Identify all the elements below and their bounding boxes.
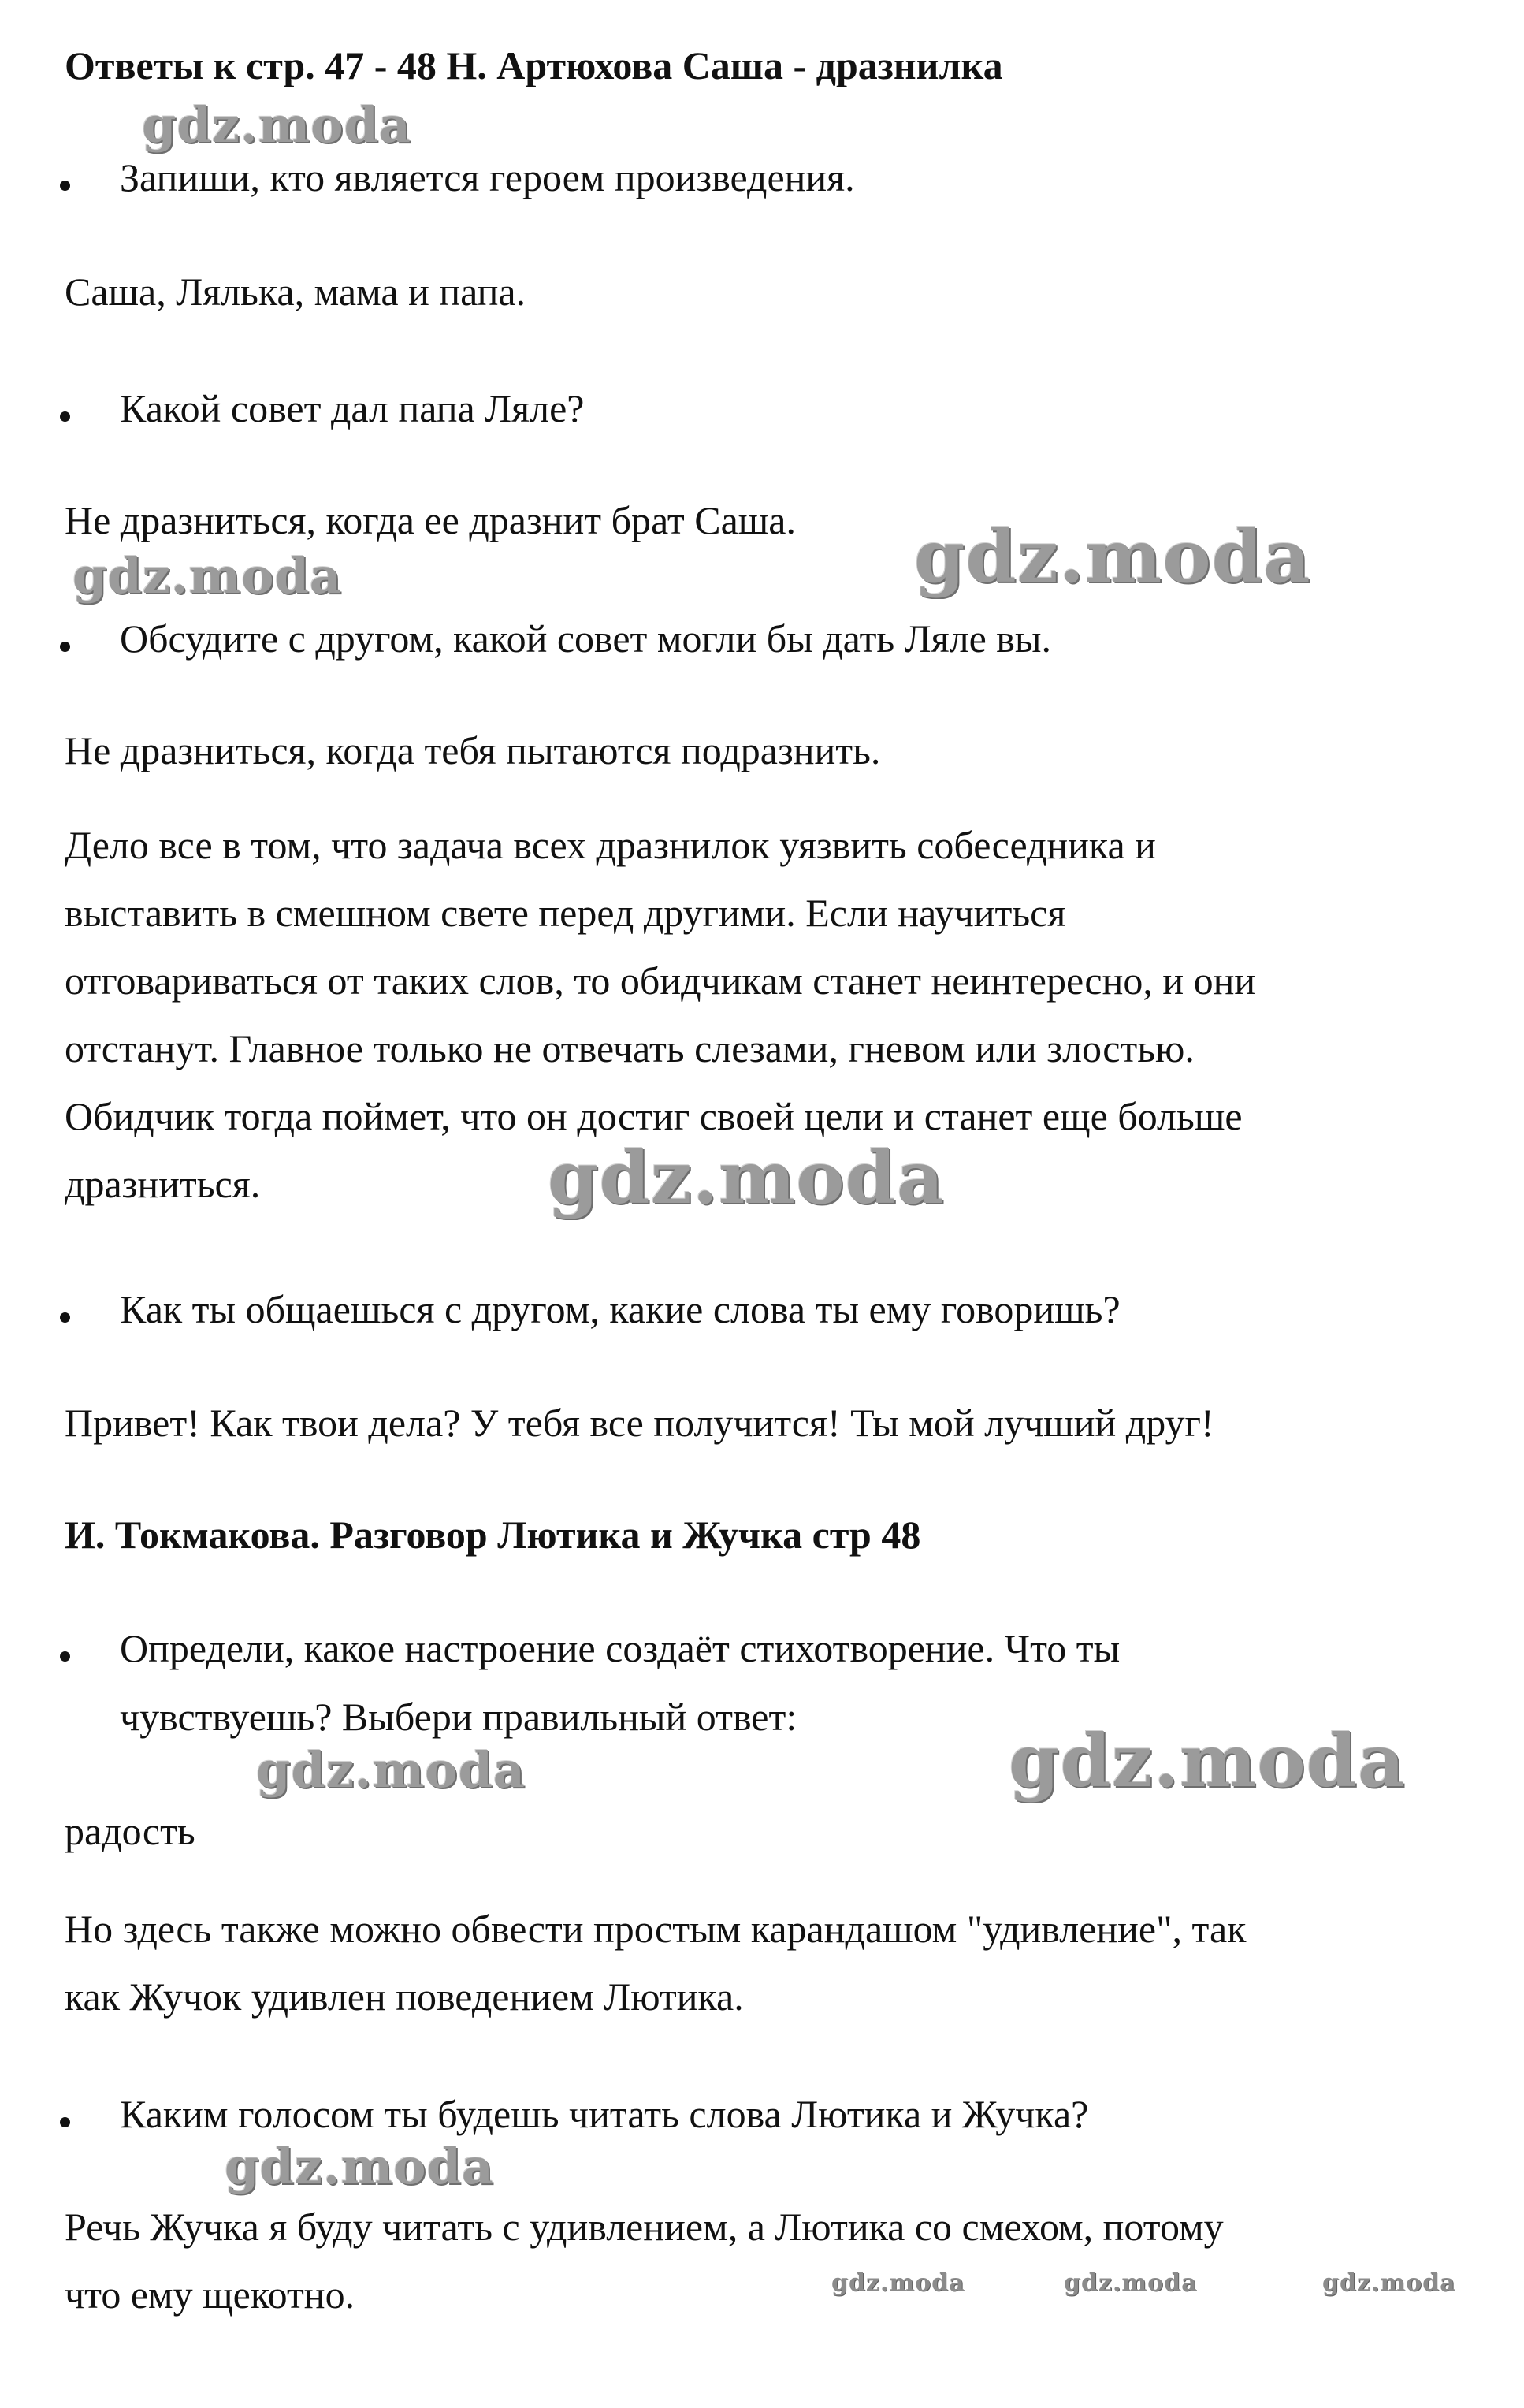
watermark-logo: gdz.moda <box>831 2269 965 2297</box>
watermark-logo: gdz.moda <box>1064 2269 1198 2297</box>
bullet-icon <box>60 1651 70 1662</box>
answer-2: Не дразниться, когда ее дразнит брат Саша. <box>65 498 797 542</box>
bullet-icon <box>60 181 70 191</box>
watermark-logo: gdz.moda <box>225 2138 494 2195</box>
question-2: Какой совет дал папа Ляле? <box>120 386 585 430</box>
watermark-logo: gdz.moda <box>72 547 342 605</box>
question-4: Как ты общаешься с другом, какие слова ты ему говоришь? <box>120 1287 1121 1331</box>
bullet-icon <box>60 411 70 422</box>
watermark-logo: gdz.moda <box>256 1741 526 1799</box>
paragraph-line: Дело все в том, что задача всех дразнилок уязвить собеседника и <box>65 823 1156 867</box>
question-5-line: Определи, какое настроение создаёт стихотворение. Что ты <box>120 1626 1121 1670</box>
question-3: Обсудите с другом, какой совет могли бы дать Ляле вы. <box>120 616 1051 661</box>
answer-3: Не дразниться, когда тебя пытаются подразнить. <box>65 728 881 772</box>
bullet-icon <box>60 642 70 652</box>
answer-5: радость <box>65 1809 195 1853</box>
question-6: Каким голосом ты будешь читать слова Лютика и Жучка? <box>120 2092 1089 2136</box>
paragraph-line: Обидчик тогда поймет, что он достиг своей цели и станет еще больше <box>65 1094 1243 1138</box>
answer-5-extra-line: Но здесь также можно обвести простым карандашом "удивление", так <box>65 1907 1247 1951</box>
paragraph-line: отговариваться от таких слов, то обидчикам станет неинтересно, и они <box>65 958 1256 1003</box>
bullet-icon <box>60 1312 70 1323</box>
answer-5-extra-line: как Жучок удивлен поведением Лютика. <box>65 1974 744 2019</box>
paragraph-line: дразниться. <box>65 1162 261 1206</box>
answer-1: Саша, Лялька, мама и папа. <box>65 270 526 314</box>
watermark-logo: gdz.moda <box>914 514 1311 599</box>
answer-6-line: что ему щекотно. <box>65 2272 355 2317</box>
bullet-icon <box>60 2117 70 2127</box>
paragraph-line: выставить в смешном свете перед другими. Если научиться <box>65 891 1066 935</box>
page-title: Ответы к стр. 47 - 48 Н. Артюхова Саша - дразнилка <box>65 43 1003 87</box>
watermark-logo: gdz.moda <box>1009 1718 1406 1803</box>
section-heading: И. Токмакова. Разговор Лютика и Жучка стр 48 <box>65 1513 921 1557</box>
question-1: Запиши, кто является героем произведения. <box>120 155 855 199</box>
watermark-logo: gdz.moda <box>1322 2269 1456 2297</box>
question-5-line: чувствуешь? Выбери правильный ответ: <box>120 1695 797 1739</box>
paragraph-line: отстанут. Главное только не отвечать слезами, гневом или злостью. <box>65 1026 1195 1070</box>
watermark-logo: gdz.moda <box>548 1135 945 1220</box>
watermark-logo: gdz.moda <box>142 96 411 154</box>
answer-4: Привет! Как твои дела? У тебя все получится! Ты мой лучший друг! <box>65 1401 1214 1445</box>
answer-6-line: Речь Жучка я буду читать с удивлением, а Лютика со смехом, потому <box>65 2205 1224 2249</box>
